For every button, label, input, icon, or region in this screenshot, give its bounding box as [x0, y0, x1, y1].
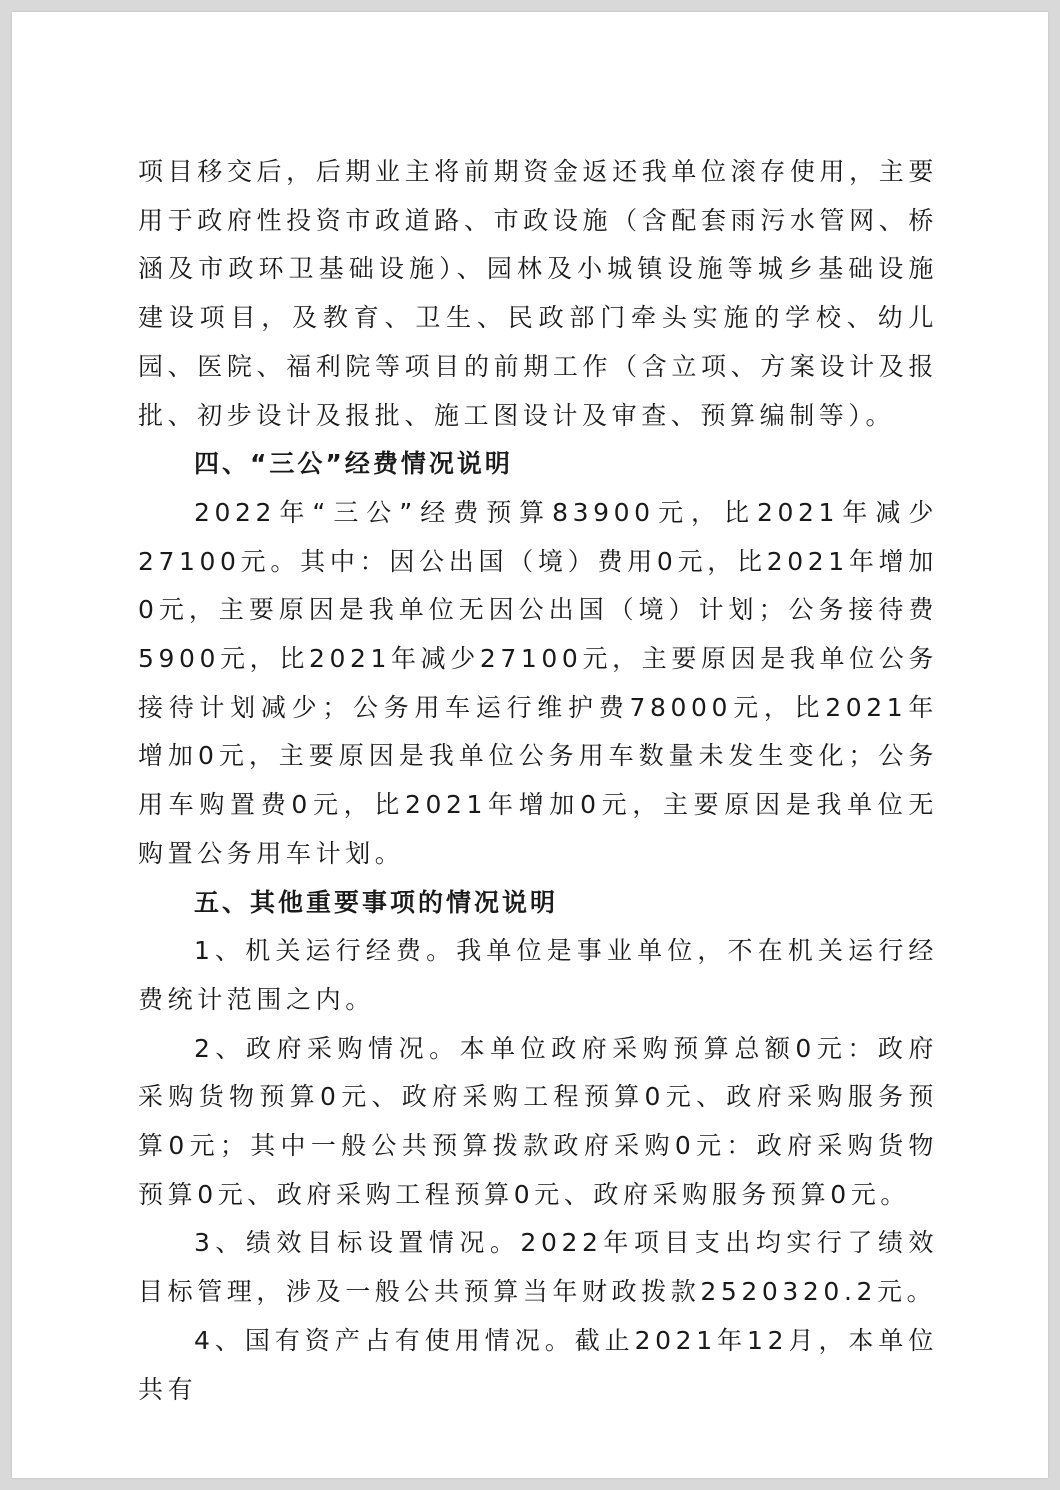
paragraph-project-handover: 项目移交后，后期业主将前期资金返还我单位滚存使用，主要用于政府性投资市政道路、市政设施（含配套雨污水管网、桥涵及市政环卫基础设施）、园林及小城镇设施等城乡基础设施建设项目，及教育、卫生、民政部门牵头实施的学校、幼儿园、医院、福利院等项目的前期工作（含立项、方案设计及报批、初步设计及报批、施工图设计及审查、预算编制等）。 — [138, 157, 938, 430]
paragraph-performance-targets: 3、绩效目标设置情况。2022年项目支出均实行了绩效目标管理，涉及一般公共预算当年财政拨款2520320.2元。 — [138, 1228, 938, 1307]
paragraph-operating-expenses: 1、机关运行经费。我单位是事业单位，不在机关运行经费统计范围之内。 — [138, 936, 938, 1014]
paragraph-three-public-budget: 2022年“三公”经费预算83900元，比2021年减少27100元。其中：因公出国（境）费用0元，比2021年增加0元，主要原因是我单位无因公出国（境）计划；公务接待费5900元，比2021年减少27100元，主要原因是我单位公务接待计划减少；公务用车运行维护费78000元，比2021年增加0元，主要原因是我单位公务用车数量未发生变化；公务用车购置费0元，比2021年增加0元，主要原因是我单位无购置公务用车计划。 — [138, 497, 938, 868]
paragraph-state-assets: 4、国有资产占有使用情况。截止2021年12月，本单位共有 — [138, 1325, 938, 1404]
document-body — [138, 148, 938, 1414]
section-heading-three-public: 四、“三公”经费情况说明 — [194, 449, 513, 479]
document-page — [12, 12, 1048, 1478]
section-heading-other-matters: 五、其他重要事项的情况说明 — [194, 887, 559, 917]
paragraph-procurement: 2、政府采购情况。本单位政府采购预算总额0元：政府采购货物预算0元、政府采购工程预算0元、政府采购服务预算0元；其中一般公共预算拨款政府采购0元：政府采购货物预算0元、政府采购工程预算0元、政府采购服务预算0元。 — [138, 1033, 938, 1209]
